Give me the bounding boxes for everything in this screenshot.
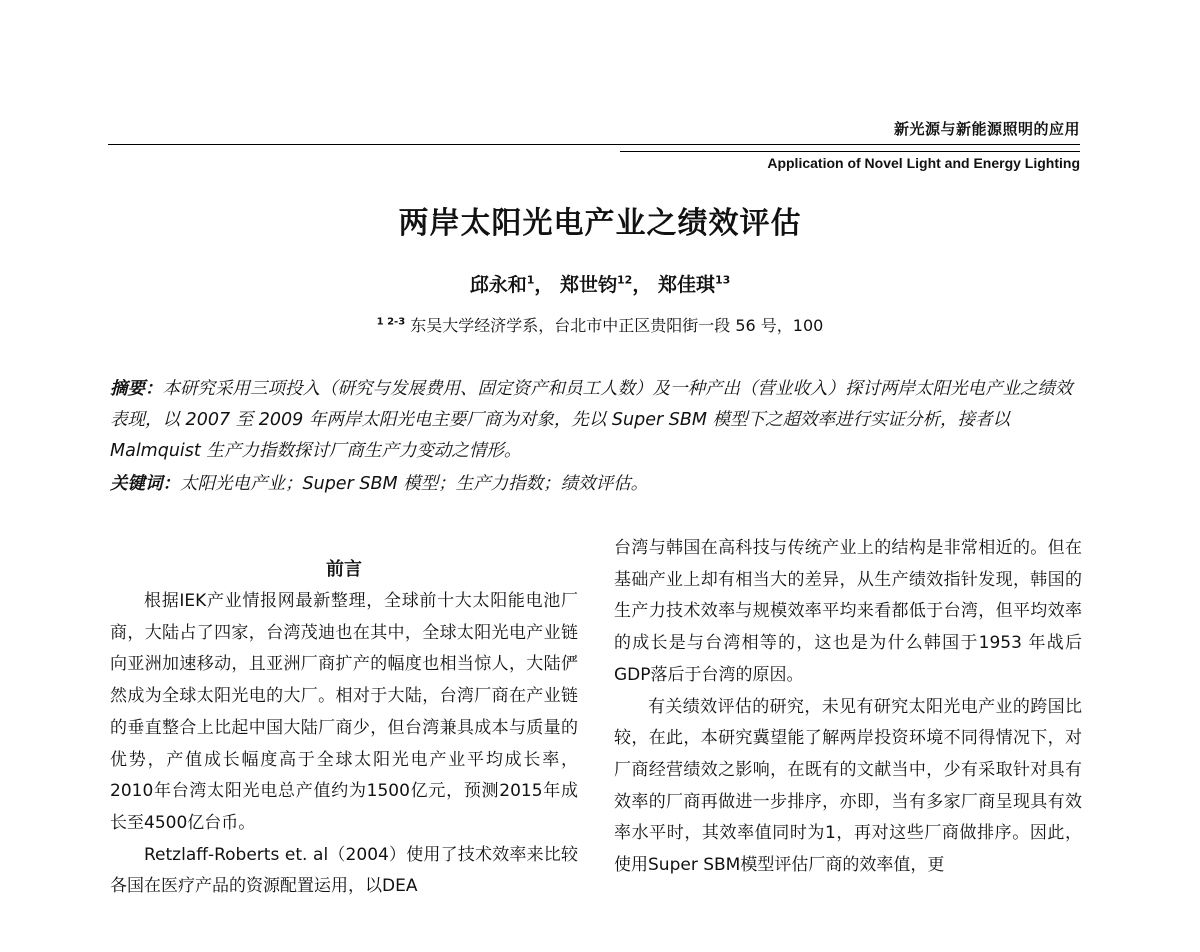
right-column [614,533,1082,882]
journal-title-cn: 新光源与新能源照明的应用 [893,120,1080,138]
section-title: 前言 [326,559,362,580]
author-name: 郑世钧 [560,274,618,296]
paper-title: 两岸太阳光电产业之绩效评估 [398,206,802,241]
affiliation [0,313,1200,336]
body-paragraph: 根据IEK产业情报网最新整理，全球前十大太阳能电池厂商，大陆占了四家，台湾茂迪也在其中，全球太阳光电产业链向亚洲加速移动，且亚洲厂商扩产的幅度也相当惊人，大陆俨然成为全球太阳光电的大厂。相对于大陆，台湾厂商在产业链的垂直整合上比起中国大陆厂商少，但台湾兼具成本与质量的优势，产值成长幅度高于全球太阳光电产业平均成长率，2010年台湾太阳光电总产值约为1500亿元，预测2015年成长至4500亿台币。 [110,591,578,833]
journal-title-en: Application of Novel Light and Energy Lighting [767,155,1080,171]
author-affil-mark: 13 [714,273,731,287]
affiliation-text: 东吴大学经济学系，台北市中正区贵阳街一段 56 号，100 [410,316,824,335]
abstract-label: 摘要： [110,379,163,399]
left-column [110,554,578,903]
body-paragraph: 有关绩效评估的研究，未见有研究太阳光电产业的跨国比较，在此，本研究冀望能了解两岸投资环境不同得情况下，对厂商经营绩效之影响，在既有的文献当中，少有采取针对具有效率的厂商再做进一步排序，亦即，当有多家厂商呈现具有效率水平时，其效率值同时为1，再对这些厂商做排序。因此，使用Super SBM模型评估厂商的效率值，更 [614,696,1082,876]
author-affil-mark: 1 [526,273,535,287]
keywords [110,469,1085,500]
affiliation-mark: 1 2-3 [376,316,406,328]
body-paragraph: 台湾与韩国在高科技与传统产业上的结构是非常相近的。但在基础产业上却有相当大的差异，从生产绩效指针发现，韩国的生产力技术效率与规模效率平均来看都低于台湾，但平均效率的成长是与台湾相等的，这也是为什么韩国于1953 年战后GDP落后于台湾的原因。 [614,538,1082,685]
author-name: 邱永和 [469,274,527,296]
author-name: 郑佳琪 [657,274,715,296]
keywords-label: 关键词： [110,474,180,494]
header-rule [108,144,1080,145]
keywords-text: 太阳光电产业；Super SBM 模型；生产力指数；绩效评估。 [180,474,649,494]
abstract-text: 本研究采用三项投入（研究与发展费用、固定资产和员工人数）及一种产出（营业收入）探讨两岸太阳光电产业之绩效表现，以 2007 至 2009 年两岸太阳光电主要厂商为对象，先以 Super SBM 模型下之超效率进行实证分析，接者以 Malmquist 生产力指数探讨厂商生产力变动之情形。 [110,379,1073,461]
body-paragraph: Retzlaff-Roberts et. al（2004）使用了技术效率来比较各国在医疗产品的资源配置运用，以DEA [110,844,578,897]
author-affil-mark: 12 [617,273,633,287]
header-rule-short [620,151,1080,152]
author-separator: ， [632,274,652,296]
abstract [110,374,1085,467]
author-list [0,270,1200,297]
author-separator: ， [534,274,554,296]
